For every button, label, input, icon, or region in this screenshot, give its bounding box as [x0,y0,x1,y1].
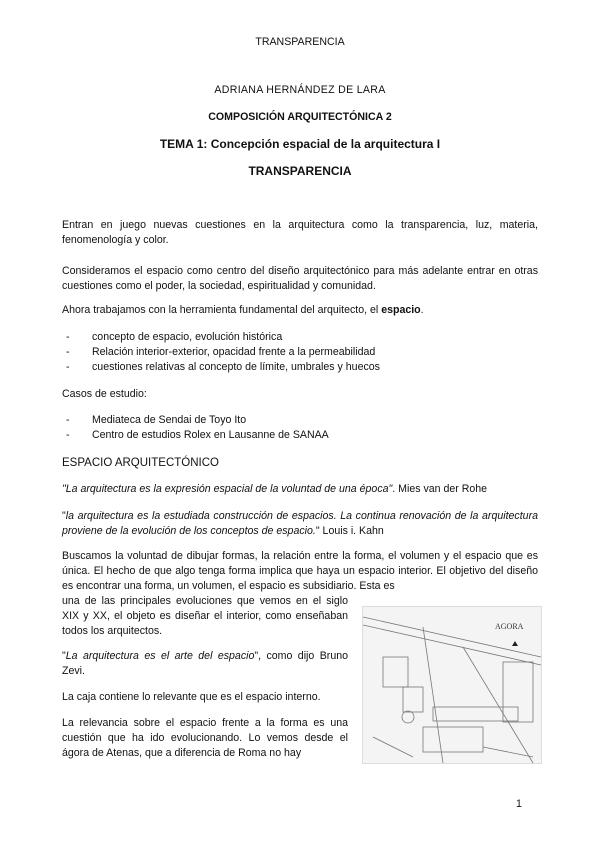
list-item: - Centro de estudios Rolex en Lausanne de SANAA [62,428,538,443]
topics-list [62,330,538,375]
text: " [62,650,66,662]
quote-text: la arquitectura es la estudiada construcción de espacios. La continua renovación de la arquitectura proviene de la evolución de los conceptos de espacio. [62,510,538,537]
text: " [62,510,66,522]
quote-author: . Mies van der Rohe [392,483,488,495]
document-title: TRANSPARENCIA [248,164,352,178]
quote [62,482,538,497]
list-item: - Mediateca de Sendai de Toyo Ito [62,413,538,428]
text: . [420,304,424,316]
paragraph: una de las principales evoluciones que vemos en el siglo XIX y XX, el objeto es diseñar el interior, como enseñaban todos los arquitectos. [62,595,348,637]
section-heading: ESPACIO ARQUITECTÓNICO [62,457,219,469]
quote [62,649,348,679]
list-item: - cuestiones relativas al concepto de límite, umbrales y huecos [62,360,538,375]
author: ADRIANA HERNÁNDEZ DE LARA [214,84,386,96]
cases-list [62,413,538,443]
paragraph: Casos de estudio: [62,388,147,400]
list-item: - Relación interior-exterior, opacidad frente a la permeabilidad [62,345,538,360]
paragraph: La caja contiene lo relevante que es el espacio interno. [62,691,321,703]
quote-text: La arquitectura es el arte del espacio [65,650,255,662]
running-header: TRANSPARENCIA [255,36,345,48]
bold-text: espacio [381,304,421,316]
topic-title: TEMA 1: Concepción espacial de la arquitectura I [159,137,441,151]
course-title: COMPOSICIÓN ARQUITECTÓNICA 2 [208,111,392,123]
agora-plan-image [362,606,542,764]
page-number: 1 [516,798,522,810]
text: Ahora trabajamos con la herramienta fundamental del arquitecto, el [62,304,382,316]
paragraph: Buscamos la voluntad de dibujar formas, la relación entre la forma, el volumen y el espacio que es única. El hecho de que algo tenga forma implica que haya un espacio interior. El objetivo del diseño es encontrar una forma, un volumen, el espacio es subsidiario. Esta es [62,550,538,592]
quote-text: "La arquitectura es la expresión espacial de la voluntad de una época" [62,483,393,495]
paragraph: La relevancia sobre el espacio frente a la forma es una cuestión que ha ido evolucionando. Lo vemos desde el ágora de Atenas, que a diferencia de Roma no hay [62,717,348,759]
quote [62,509,538,539]
paragraph: Consideramos el espacio como centro del diseño arquitectónico para más adelante entrar en otras cuestiones como el poder, la sociedad, espiritualidad y comunidad. [62,265,538,292]
agora-plan-drawing [363,607,541,763]
quote-author: " Louis i. Kahn [315,525,384,537]
paragraph: Entran en juego nuevas cuestiones en la arquitectura como la transparencia, luz, materia, fenomenología y color. [62,219,538,246]
text: ", como dijo Bruno Zevi. [62,650,348,677]
paragraph [62,303,538,318]
figure-label: AGORA [495,622,524,631]
list-item: - concepto de espacio, evolución histórica [62,330,538,345]
